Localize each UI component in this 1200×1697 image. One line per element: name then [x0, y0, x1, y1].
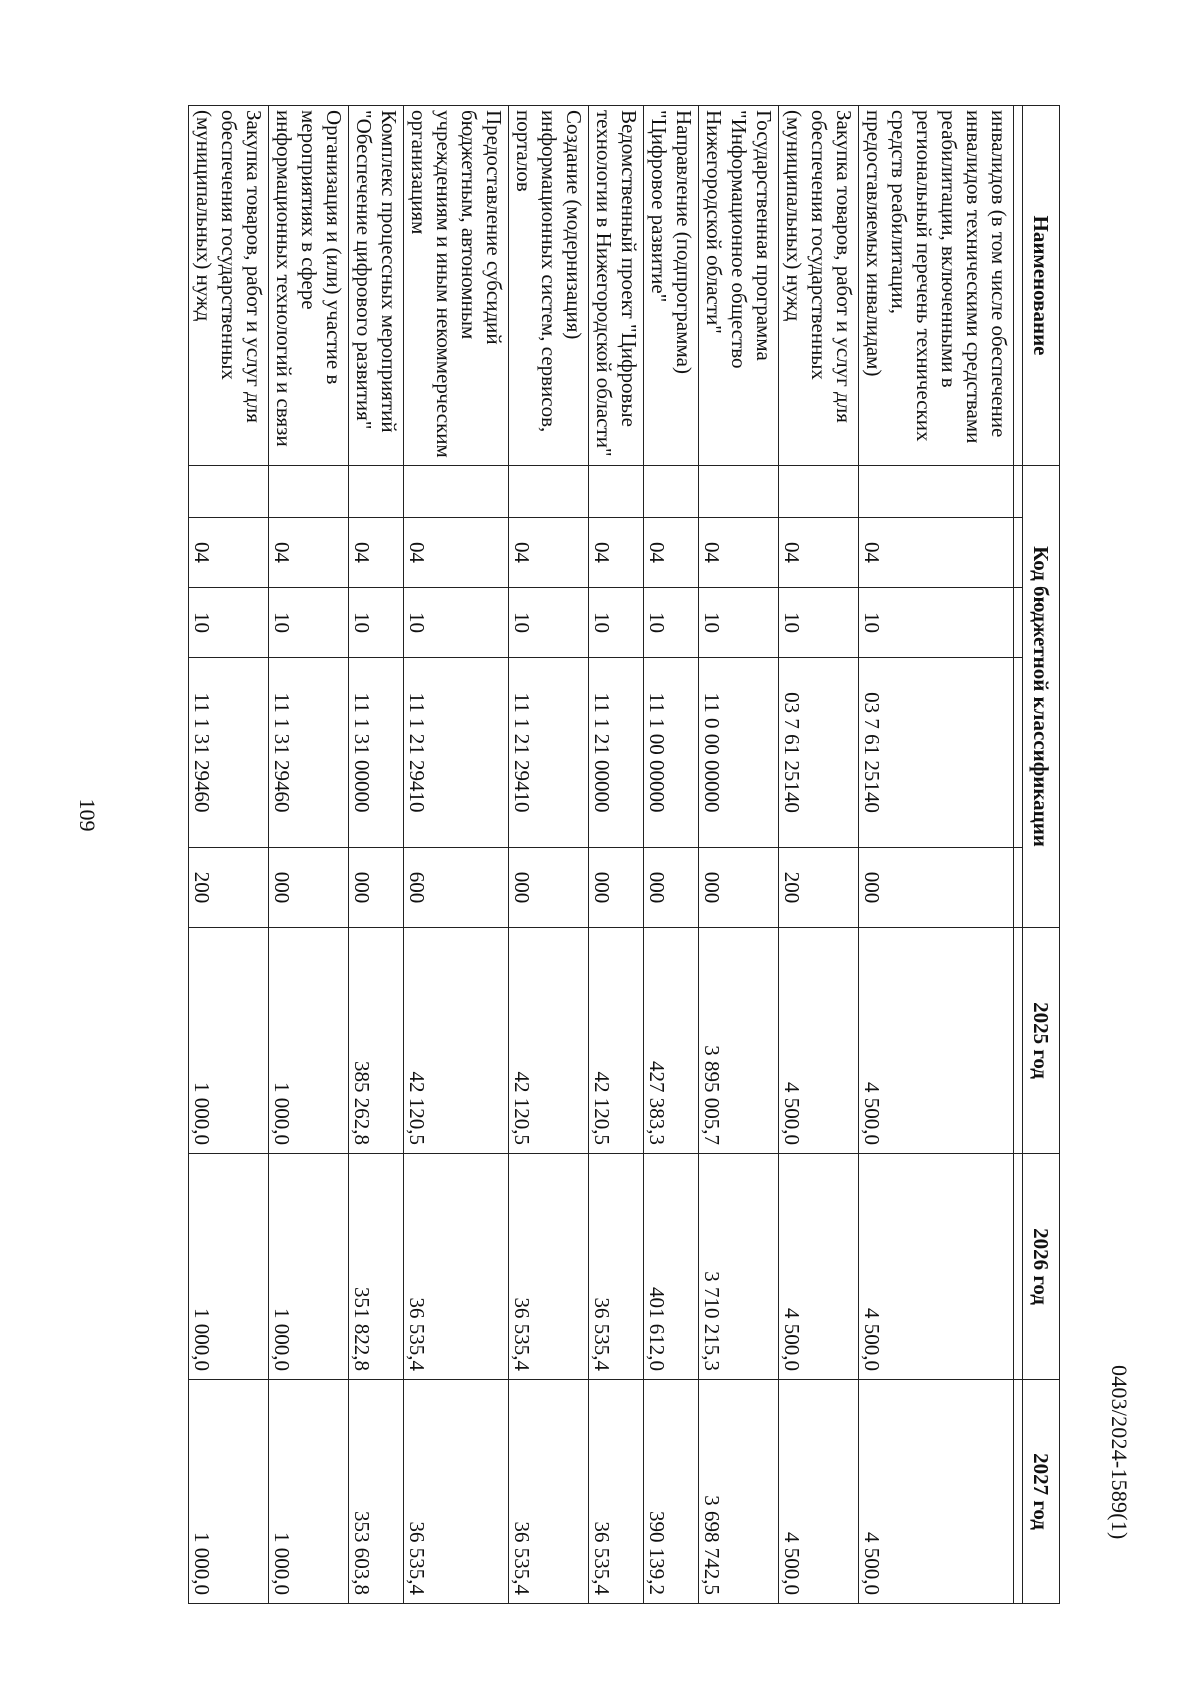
cell-y2026: 1 000,0: [189, 1154, 269, 1380]
cell-c2: 10: [589, 588, 644, 658]
cell-c3: 11 1 31 29460: [189, 658, 269, 848]
cell-c3: 11 1 31 00000: [349, 658, 404, 848]
cell-y2026: 401 612,0: [644, 1154, 699, 1380]
empty-code-cell: [509, 466, 589, 518]
cell-y2026: 36 535,4: [509, 1154, 589, 1380]
cell-y2025: 42 120,5: [404, 928, 509, 1154]
empty-code-cell: [589, 466, 644, 518]
cell-c1: 04: [699, 518, 779, 588]
cell-c4: 200: [779, 848, 859, 928]
cell-c4: 000: [644, 848, 699, 928]
header-spacer-row: [1014, 106, 1023, 1604]
cell-c3: 11 1 21 29410: [404, 658, 509, 848]
cell-name: Закупка товаров, работ и услуг для обеспечения государственных (муниципальных) нужд: [779, 106, 859, 466]
cell-c1: 04: [779, 518, 859, 588]
cell-c3: 03 7 61 25140: [859, 658, 1014, 848]
cell-name: Комплекс процессных мероприятий "Обеспечение цифрового развития": [349, 106, 404, 466]
cell-y2026: 1 000,0: [269, 1154, 349, 1380]
empty-code-cell: [269, 466, 349, 518]
cell-c2: 10: [404, 588, 509, 658]
empty-code-cell: [404, 466, 509, 518]
empty-code-cell: [644, 466, 699, 518]
cell-c3: 11 1 31 29460: [269, 658, 349, 848]
cell-y2027: 390 139,2: [644, 1380, 699, 1604]
cell-y2027: 36 535,4: [589, 1380, 644, 1604]
cell-name: инвалидов (в том числе обеспечение инвалидов техническими средствами реабилитации, включенными в региональный перечень технических средств реабилитации, предоставляемых инвалидам): [859, 106, 1014, 466]
header-name: Наименование: [1023, 106, 1060, 466]
cell-y2027: 3 698 742,5: [699, 1380, 779, 1604]
cell-c4: 000: [859, 848, 1014, 928]
cell-y2025: 42 120,5: [509, 928, 589, 1154]
header-2025: 2025 год: [1023, 928, 1060, 1154]
cell-c2: 10: [269, 588, 349, 658]
cell-y2025: 3 895 005,7: [699, 928, 779, 1154]
cell-name: Создание (модернизация) информационных систем, сервисов, порталов: [509, 106, 589, 466]
table-row: [509, 106, 589, 1604]
table-row: [589, 106, 644, 1604]
cell-y2026: 4 500,0: [859, 1154, 1014, 1380]
cell-c1: 04: [349, 518, 404, 588]
header-code: Код бюджетной классификации: [1023, 466, 1060, 928]
cell-c4: 000: [349, 848, 404, 928]
cell-y2027: 4 500,0: [859, 1380, 1014, 1604]
empty-code-cell: [859, 466, 1014, 518]
cell-c3: 11 1 21 00000: [589, 658, 644, 848]
rotated-page-content: [75, 105, 1132, 1605]
table-row: [269, 106, 349, 1604]
cell-c4: 000: [509, 848, 589, 928]
cell-c3: 11 1 21 29410: [509, 658, 589, 848]
table-row: [349, 106, 404, 1604]
cell-c2: 10: [509, 588, 589, 658]
cell-c2: 10: [699, 588, 779, 658]
cell-y2025: 1 000,0: [189, 928, 269, 1154]
cell-y2026: 36 535,4: [404, 1154, 509, 1380]
cell-c2: 10: [859, 588, 1014, 658]
cell-name: Направление (подпрограмма) "Цифровое развитие": [644, 106, 699, 466]
table-row: [699, 106, 779, 1604]
cell-y2025: 1 000,0: [269, 928, 349, 1154]
cell-c2: 10: [349, 588, 404, 658]
empty-code-cell: [189, 466, 269, 518]
cell-name: Государственная программа "Информационное общество Нижегородской области": [699, 106, 779, 466]
cell-name: Ведомственный проект "Цифровые технологии в Нижегородской области": [589, 106, 644, 466]
cell-c1: 04: [644, 518, 699, 588]
cell-c2: 10: [779, 588, 859, 658]
cell-c4: 000: [699, 848, 779, 928]
cell-c3: 11 1 00 00000: [644, 658, 699, 848]
cell-c1: 04: [589, 518, 644, 588]
table-row: [859, 106, 1014, 1604]
cell-y2025: 427 383,3: [644, 928, 699, 1154]
table-row: [779, 106, 859, 1604]
table-body: [189, 106, 1014, 1604]
cell-c1: 04: [859, 518, 1014, 588]
cell-y2025: 385 262,8: [349, 928, 404, 1154]
cell-name: Организация и (или) участие в мероприятиях в сфере информационных технологий и связи: [269, 106, 349, 466]
cell-c1: 04: [269, 518, 349, 588]
cell-c4: 200: [189, 848, 269, 928]
cell-y2027: 1 000,0: [269, 1380, 349, 1604]
cell-y2027: 36 535,4: [509, 1380, 589, 1604]
cell-y2026: 36 535,4: [589, 1154, 644, 1380]
cell-c4: 600: [404, 848, 509, 928]
header-2027: 2027 год: [1023, 1380, 1060, 1604]
header-2026: 2026 год: [1023, 1154, 1060, 1380]
page-number: 109: [75, 798, 100, 832]
cell-c1: 04: [404, 518, 509, 588]
cell-y2027: 36 535,4: [404, 1380, 509, 1604]
cell-y2025: 4 500,0: [779, 928, 859, 1154]
table-row: [644, 106, 699, 1604]
cell-c1: 04: [189, 518, 269, 588]
table-row: [189, 106, 269, 1604]
empty-code-cell: [779, 466, 859, 518]
cell-y2027: 353 603,8: [349, 1380, 404, 1604]
cell-c4: 000: [269, 848, 349, 928]
empty-code-cell: [349, 466, 404, 518]
header-row: [1023, 106, 1060, 1604]
cell-c3: 11 0 00 00000: [699, 658, 779, 848]
cell-c2: 10: [644, 588, 699, 658]
document-code: 0403/2024-1589(1): [1107, 1365, 1132, 1540]
empty-code-cell: [699, 466, 779, 518]
table-row: [404, 106, 509, 1604]
cell-y2025: 42 120,5: [589, 928, 644, 1154]
cell-y2026: 4 500,0: [779, 1154, 859, 1380]
cell-y2027: 1 000,0: [189, 1380, 269, 1604]
cell-name: Предоставление субсидий бюджетным, автономным учреждениям и иным некоммерческим организациям: [404, 106, 509, 466]
cell-y2026: 3 710 215,3: [699, 1154, 779, 1380]
cell-c1: 04: [509, 518, 589, 588]
cell-y2025: 4 500,0: [859, 928, 1014, 1154]
cell-c2: 10: [189, 588, 269, 658]
cell-c3: 03 7 61 25140: [779, 658, 859, 848]
cell-y2026: 351 822,8: [349, 1154, 404, 1380]
cell-c4: 000: [589, 848, 644, 928]
cell-y2027: 4 500,0: [779, 1380, 859, 1604]
cell-name: Закупка товаров, работ и услуг для обеспечения государственных (муниципальных) нужд: [189, 106, 269, 466]
budget-table: [188, 105, 1060, 1604]
